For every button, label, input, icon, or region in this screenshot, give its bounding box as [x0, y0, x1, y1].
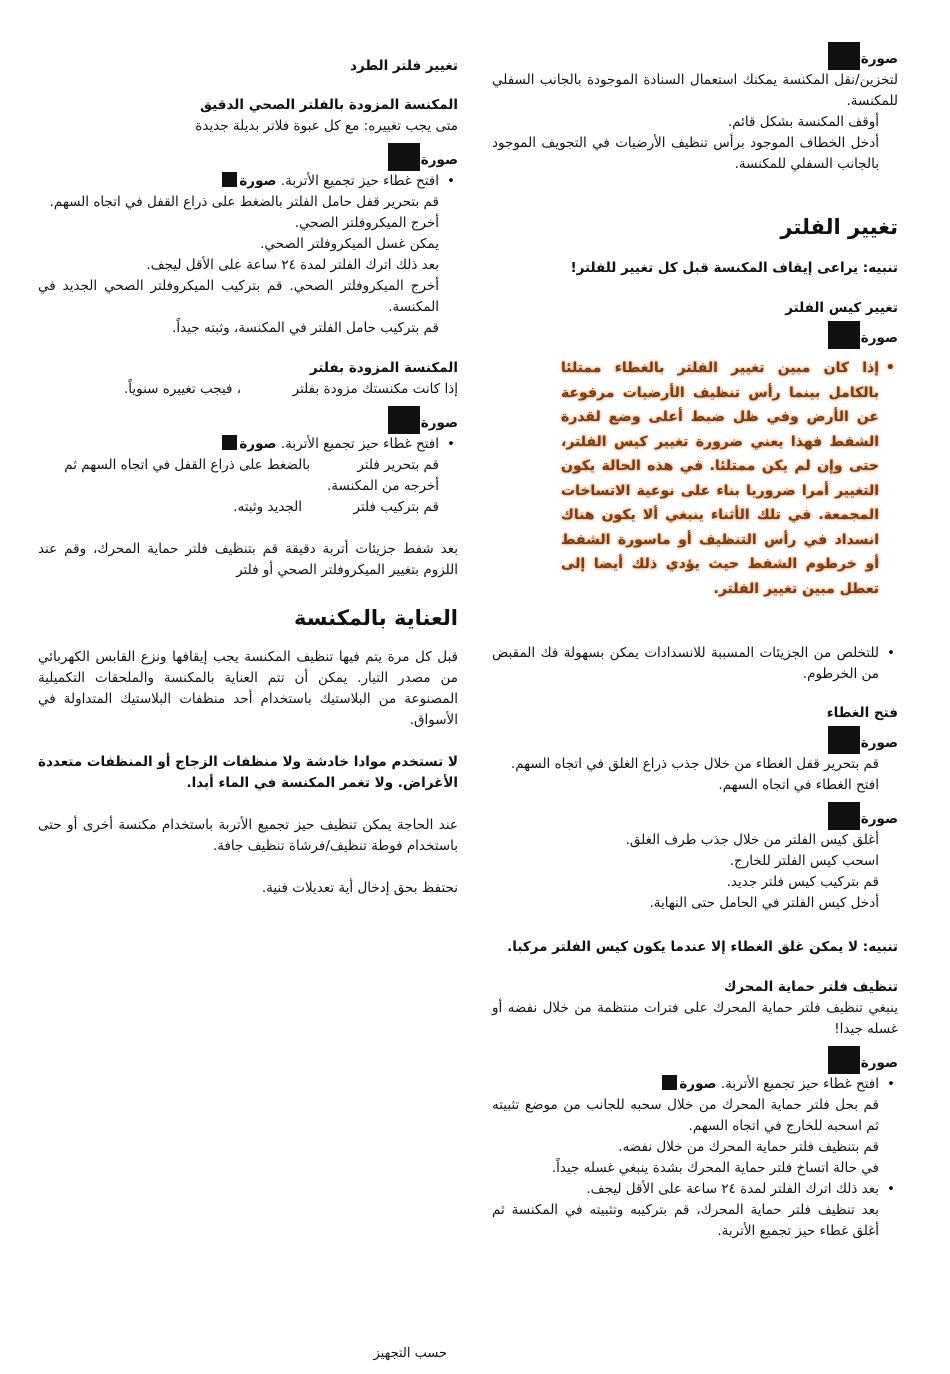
- section-heading: المكنسة المزودة بالفلتر الصحي الدقيق: [199, 97, 458, 113]
- body-text: بعد شفط جزيئات أتربة دقيقة قم بتنظيف فلتر حماية المحرك، وقم عند اللزوم بتغيير الميكروفلتر الصحي أو فلتر: [38, 541, 458, 578]
- left-column: [38, 50, 458, 899]
- figure-number-box: [828, 42, 860, 70]
- step-text: يمكن غسل الميكروفلتر الصحي.: [260, 236, 439, 252]
- figure-number-box: [222, 172, 237, 187]
- section-heading: تنظيف فلتر حماية المحرك: [723, 979, 898, 995]
- step-text: افتح الغطاء في اتجاه السهم.: [718, 777, 879, 793]
- figure-ref: صورة: [492, 321, 898, 349]
- storage-step: أدخل الخطاف الموجود برأس تنظيف الأرضيات في التجويف الموجود بالجانب السفلي للمكنسة.: [492, 135, 879, 172]
- step-text: في حالة اتساخ فلتر حماية المحرك بشدة ينبغي غسله جيداً.: [551, 1160, 879, 1176]
- step-text: بعد ذلك اترك الفلتر لمدة ٢٤ ساعة على الأقل ليجف.: [146, 257, 439, 273]
- figure-ref: صورة: [492, 726, 898, 754]
- step-text: اسحب كيس الفلتر للخارج.: [729, 853, 879, 869]
- step-text: قم بتركيب حامل الفلتر في المكنسة، وثبته جيداً.: [172, 320, 439, 336]
- figure-ref: صورة: [492, 802, 898, 830]
- step-text: قم بتركيب كيس فلتر جديد.: [726, 874, 879, 890]
- body-text: متى يجب تغييره: مع كل عبوة فلاتر بديلة جديدة: [195, 118, 458, 134]
- figure-number-box: [828, 1046, 860, 1074]
- body-text: قبل كل مرة يتم فيها تنظيف المكنسة يجب إيقافها ونزع القابس الكهربائي من مصدر التيار. يمكن أن تتم العناية بالمكنسة والملحقات التكميلية المصنوعة من البلاستيك باستخدام أحد منظفات البلاستيك المتداولة في الأسواق.: [38, 649, 458, 728]
- warning-text: تنبيه: يراعى إيقاف المكنسة قبل كل تغيير للفلتر!: [570, 260, 898, 276]
- section-heading: المكنسة المزودة بفلتر: [309, 360, 458, 376]
- right-column: [492, 50, 898, 1242]
- figure-ref: صورة: [492, 42, 898, 70]
- bullet-item: • افتح غطاء حيز تجميع الأتربة. صورة: [38, 434, 458, 455]
- warning-text: لا تستخدم موادا خادشة ولا منظفات الزجاج أو المنظفات متعددة الأغراض. ولا تغمر المكنسة في الماء أبدا.: [38, 754, 458, 791]
- step-text: قم بحل فلتر حماية المحرك من خلال سحبه للجانب من موضع تثبيته ثم اسحبه للخارج في اتجاه السهم.: [492, 1097, 879, 1134]
- body-text: ينبغي تنظيف فلتر حماية المحرك على فترات منتظمة من خلال نفضه أو غسله جيدا!: [492, 1000, 898, 1037]
- section-heading: فتح الغطاء: [826, 705, 898, 721]
- bullet-item: • للتخلص من الجزيئات المسببة للانسدادات يمكن بسهولة فك المقبض من الخرطوم.: [492, 643, 898, 685]
- step-text: قم بتنظيف فلتر حماية المحرك من خلال نفضه.: [618, 1139, 879, 1155]
- step-text: أخرج الميكروفلتر الصحي.: [294, 215, 439, 231]
- care-heading: العناية بالمكنسة: [294, 606, 458, 630]
- storage-step: أوقف المكنسة بشكل قائم.: [727, 114, 879, 130]
- filter-indicator-note: • إذا كان مبين تغيير الفلتر بالغطاء ممتلئا بالكامل بينما رأس تنظيف الأرضيات مرفوعة عن الأرض وفي ظل ضبط أعلى وضع لقدرة الشفط فهذا يعني ضرورة تغيير كيس الفلتر، حتى وإن لم يكن ممتلئا. في هذه الحالة يكون التغيير أمرا ضروريا بناء على نوعية الاتساخات المجمعة. في تلك الأثناء ينبغي ألا يكون هناك انسداد في رأس التنظيف أو ماسورة الشفط أو خرطوم الشفط حيث يؤدي ذلك أيضا إلى تعطل مبين تغيير الفلتر.: [561, 356, 898, 601]
- body-text: نحتفظ بحق إدخال أية تعديلات فنية.: [261, 880, 458, 896]
- body-text: إذا كانت مكنستك مزودة بفلتر ، فيجب تغييره سنوياً.: [123, 381, 458, 397]
- bullet-item: • افتح غطاء حيز تجميع الأتربة. صورة: [492, 1074, 898, 1095]
- figure-ref: صورة: [38, 143, 458, 171]
- figure-number-box: [388, 406, 420, 434]
- step-text: بعد تنظيف فلتر حماية المحرك، قم بتركيبه وتثبيته في المكنسة ثم أغلق غطاء حيز تجميع الأتربة.: [492, 1202, 879, 1239]
- body-text: عند الحاجة يمكن تنظيف حيز تجميع الأتربة باستخدام مكنسة أخرى أو حتى باستخدام فوطة تنظيف/فرشاة تنظيف جافة.: [38, 817, 458, 854]
- step-text: قم بتحرير فلتر بالضغط على ذراع القفل في اتجاه السهم ثم أخرجه من المكنسة.: [59, 457, 439, 494]
- page-footer: حسب التجهيز: [373, 1346, 447, 1361]
- storage-text: لتخزين/نقل المكنسة يمكنك استعمال السنادة الموجودة بالجانب السفلي للمكنسة.: [492, 72, 898, 109]
- step-text: قم بتركيب فلتر الجديد وثبته.: [233, 499, 439, 515]
- step-text: قم بتحرير قفل حامل الفلتر بالضغط على ذراع القفل في اتجاه السهم.: [49, 194, 439, 210]
- warning-text: تنبيه: لا يمكن غلق الغطاء إلا عندما يكون كيس الفلتر مركبا.: [507, 939, 898, 955]
- figure-number-box: [662, 1075, 677, 1090]
- section-heading: تغيير فلتر الطرد: [350, 58, 458, 74]
- figure-ref: صورة: [492, 1046, 898, 1074]
- figure-number-box: [222, 435, 237, 450]
- filter-change-heading: تغيير الفلتر: [780, 215, 898, 239]
- section-heading: تغيير كيس الفلتر: [785, 300, 898, 316]
- bullet-item: • افتح غطاء حيز تجميع الأتربة. صورة: [38, 171, 458, 192]
- figure-ref: صورة: [38, 406, 458, 434]
- step-text: أدخل كيس الفلتر في الحامل حتى النهاية.: [649, 895, 879, 911]
- step-text: أغلق كيس الفلتر من خلال جذب طرف الغلق.: [625, 832, 879, 848]
- figure-number-box: [828, 321, 860, 349]
- step-text: أخرج الميكروفلتر الصحي. قم بتركيب الميكروفلتر الصحي الجديد في المكنسة.: [38, 278, 439, 315]
- bullet-item: • بعد ذلك اترك الفلتر لمدة ٢٤ ساعة على الأقل ليجف.: [492, 1179, 898, 1200]
- step-text: قم بتحرير قفل الغطاء من خلال جذب ذراع الغلق في اتجاه السهم.: [510, 756, 879, 772]
- figure-number-box: [828, 802, 860, 830]
- figure-number-box: [828, 726, 860, 754]
- figure-number-box: [388, 143, 420, 171]
